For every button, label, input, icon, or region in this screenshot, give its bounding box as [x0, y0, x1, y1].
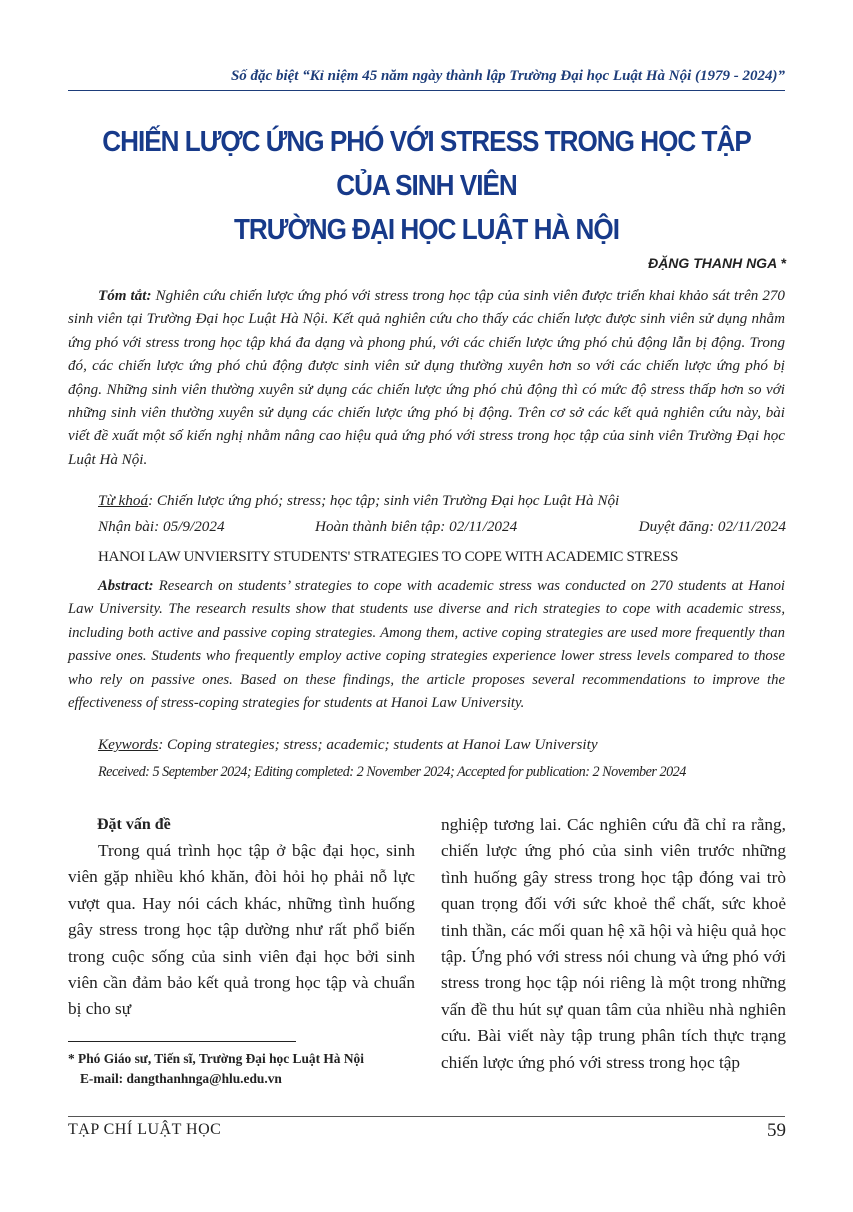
footnote-divider — [68, 1041, 296, 1042]
footnote-email: E-mail: dangthanhnga@hlu.edu.vn — [80, 1071, 282, 1086]
english-title: HANOI LAW UNVIERSITY STUDENTS' STRATEGIES TO COPE WITH ACADEMIC STRESS — [98, 549, 679, 565]
body-paragraph-left: Trong quá trình học tập ở bậc đại học, sinh viên gặp nhiều khó khăn, đòi hỏi họ phải nỗ lực vượt qua. Hay nói cách khác, những tình huống gây stress trong học tập dường như rất phổ biến trong cuộc sống của sinh viên đại học bởi sinh viên cần đảm bảo kết quả trong học tập và chuẩn bị cho sự — [68, 841, 415, 1019]
header-divider — [68, 90, 785, 91]
title-line-2: TRƯỜNG ĐẠI HỌC LUẬT HÀ NỘI — [233, 214, 620, 246]
abstract-en-label: Abstract: — [98, 578, 154, 594]
abstract-vn-label: Tóm tắt: — [98, 288, 152, 304]
abstract-vietnamese — [68, 285, 785, 472]
footnote-affiliation: * Phó Giáo sư, Tiến sĩ, Trường Đại học Luật Hà Nội — [68, 1051, 364, 1066]
body-column-right — [441, 812, 786, 1076]
issue-header: Số đặc biệt “Kỉ niệm 45 năm ngày thành lập Trường Đại học Luật Hà Nội (1979 - 2024)” — [230, 68, 785, 84]
author-name: ĐẶNG THANH NGA * — [648, 255, 786, 271]
keywords-en-text: : Coping strategies; stress; academic; students at Hanoi Law University — [158, 736, 598, 753]
abstract-english — [68, 575, 785, 715]
footer-divider — [68, 1116, 785, 1117]
abstract-en-text: Research on students’ strategies to cope with academic stress was conducted on 270 students at Hanoi Law University. The research results show that students use diverse and rich strategies to cope with academic stress, including both active and passive coping strategies. Among them, active coping strategies are used more frequently than passive ones. Students who frequently employ active coping strategies experience lower stress levels compared to those who rely on passive ones. Based on these findings, the article proposes several recommendations to improve the effectiveness of stress-coping strategies for students at Hanoi Law University. — [68, 578, 785, 712]
received-date-vn: Nhận bài: 05/9/2024 — [98, 518, 225, 535]
journal-name: TẠP CHÍ LUẬT HỌC — [68, 1121, 222, 1138]
completed-date-vn: Hoàn thành biên tập: 02/11/2024 — [315, 518, 518, 535]
author-footnote — [68, 1049, 428, 1089]
received-english: Received: 5 September 2024; Editing completed: 2 November 2024; Accepted for publication: 2 November 2024 — [98, 764, 686, 780]
body-column-left — [68, 812, 415, 1023]
keywords-vn-text: : Chiến lược ứng phó; stress; học tập; sinh viên Trường Đại học Luật Hà Nội — [148, 492, 620, 509]
keywords-vietnamese — [98, 492, 788, 510]
abstract-vn-text: Nghiên cứu chiến lược ứng phó với stress trong học tập của sinh viên được triển khai khảo sát trên 270 sinh viên tại Trường Đại học Luật Hà Nội. Kết quả nghiên cứu cho thấy các chiến lược được sinh viên sử dụng nhằm ứng phó với stress trong học tập khá đa dạng và phong phú, với các chiến lược ứng phó chủ động lẫn bị động. Trong đó, các chiến lược ứng phó chủ động được sinh viên sử dụng thường xuyên hơn so với các chiến lược ứng phó bị động. Những sinh viên thường xuyên sử dụng các chiến lược ứng phó chủ động thì có mức độ stress thấp hơn so với những sinh viên thường xuyên sử dụng các chiến lược ứng phó bị động. Trên cơ sở các kết quả nghiên cứu này, bài viết đề xuất một số kiến nghị nhằm nâng cao hiệu quả ứng phó với stress trong học tập của sinh viên Trường Đại học Luật Hà Nội. — [68, 288, 785, 468]
keywords-vn-label: Từ khoá — [98, 492, 149, 509]
article-title — [79, 120, 775, 252]
section-heading: Đặt vấn đề — [97, 816, 171, 833]
body-paragraph-right: nghiệp tương lai. Các nghiên cứu đã chỉ ra rằng, chiến lược ứng phó của sinh viên trước những tình huống gây stress trong học tập đóng vai trò quan trọng đối với sức khoẻ thể chất, sức khoẻ tinh thần, các mối quan hệ xã hội và hiệu quả học tập. Ứng phó với stress nói chung và ứng phó với stress trong học tập nói riêng là một trong những vấn đề thu hút sự quan tâm của nhiều nhà nghiên cứu. Bài viết này tập trung phân tích thực trạng chiến lược ứng phó với stress trong học tập — [441, 815, 786, 1072]
accepted-date-vn: Duyệt đăng: 02/11/2024 — [638, 518, 786, 535]
keywords-en-label: Keywords — [98, 736, 159, 753]
keywords-english — [98, 736, 788, 754]
title-line-1: CHIẾN LƯỢC ỨNG PHÓ VỚI STRESS TRONG HỌC TẬP CỦA SINH VIÊN — [102, 126, 751, 202]
page-number: 59 — [767, 1120, 786, 1141]
